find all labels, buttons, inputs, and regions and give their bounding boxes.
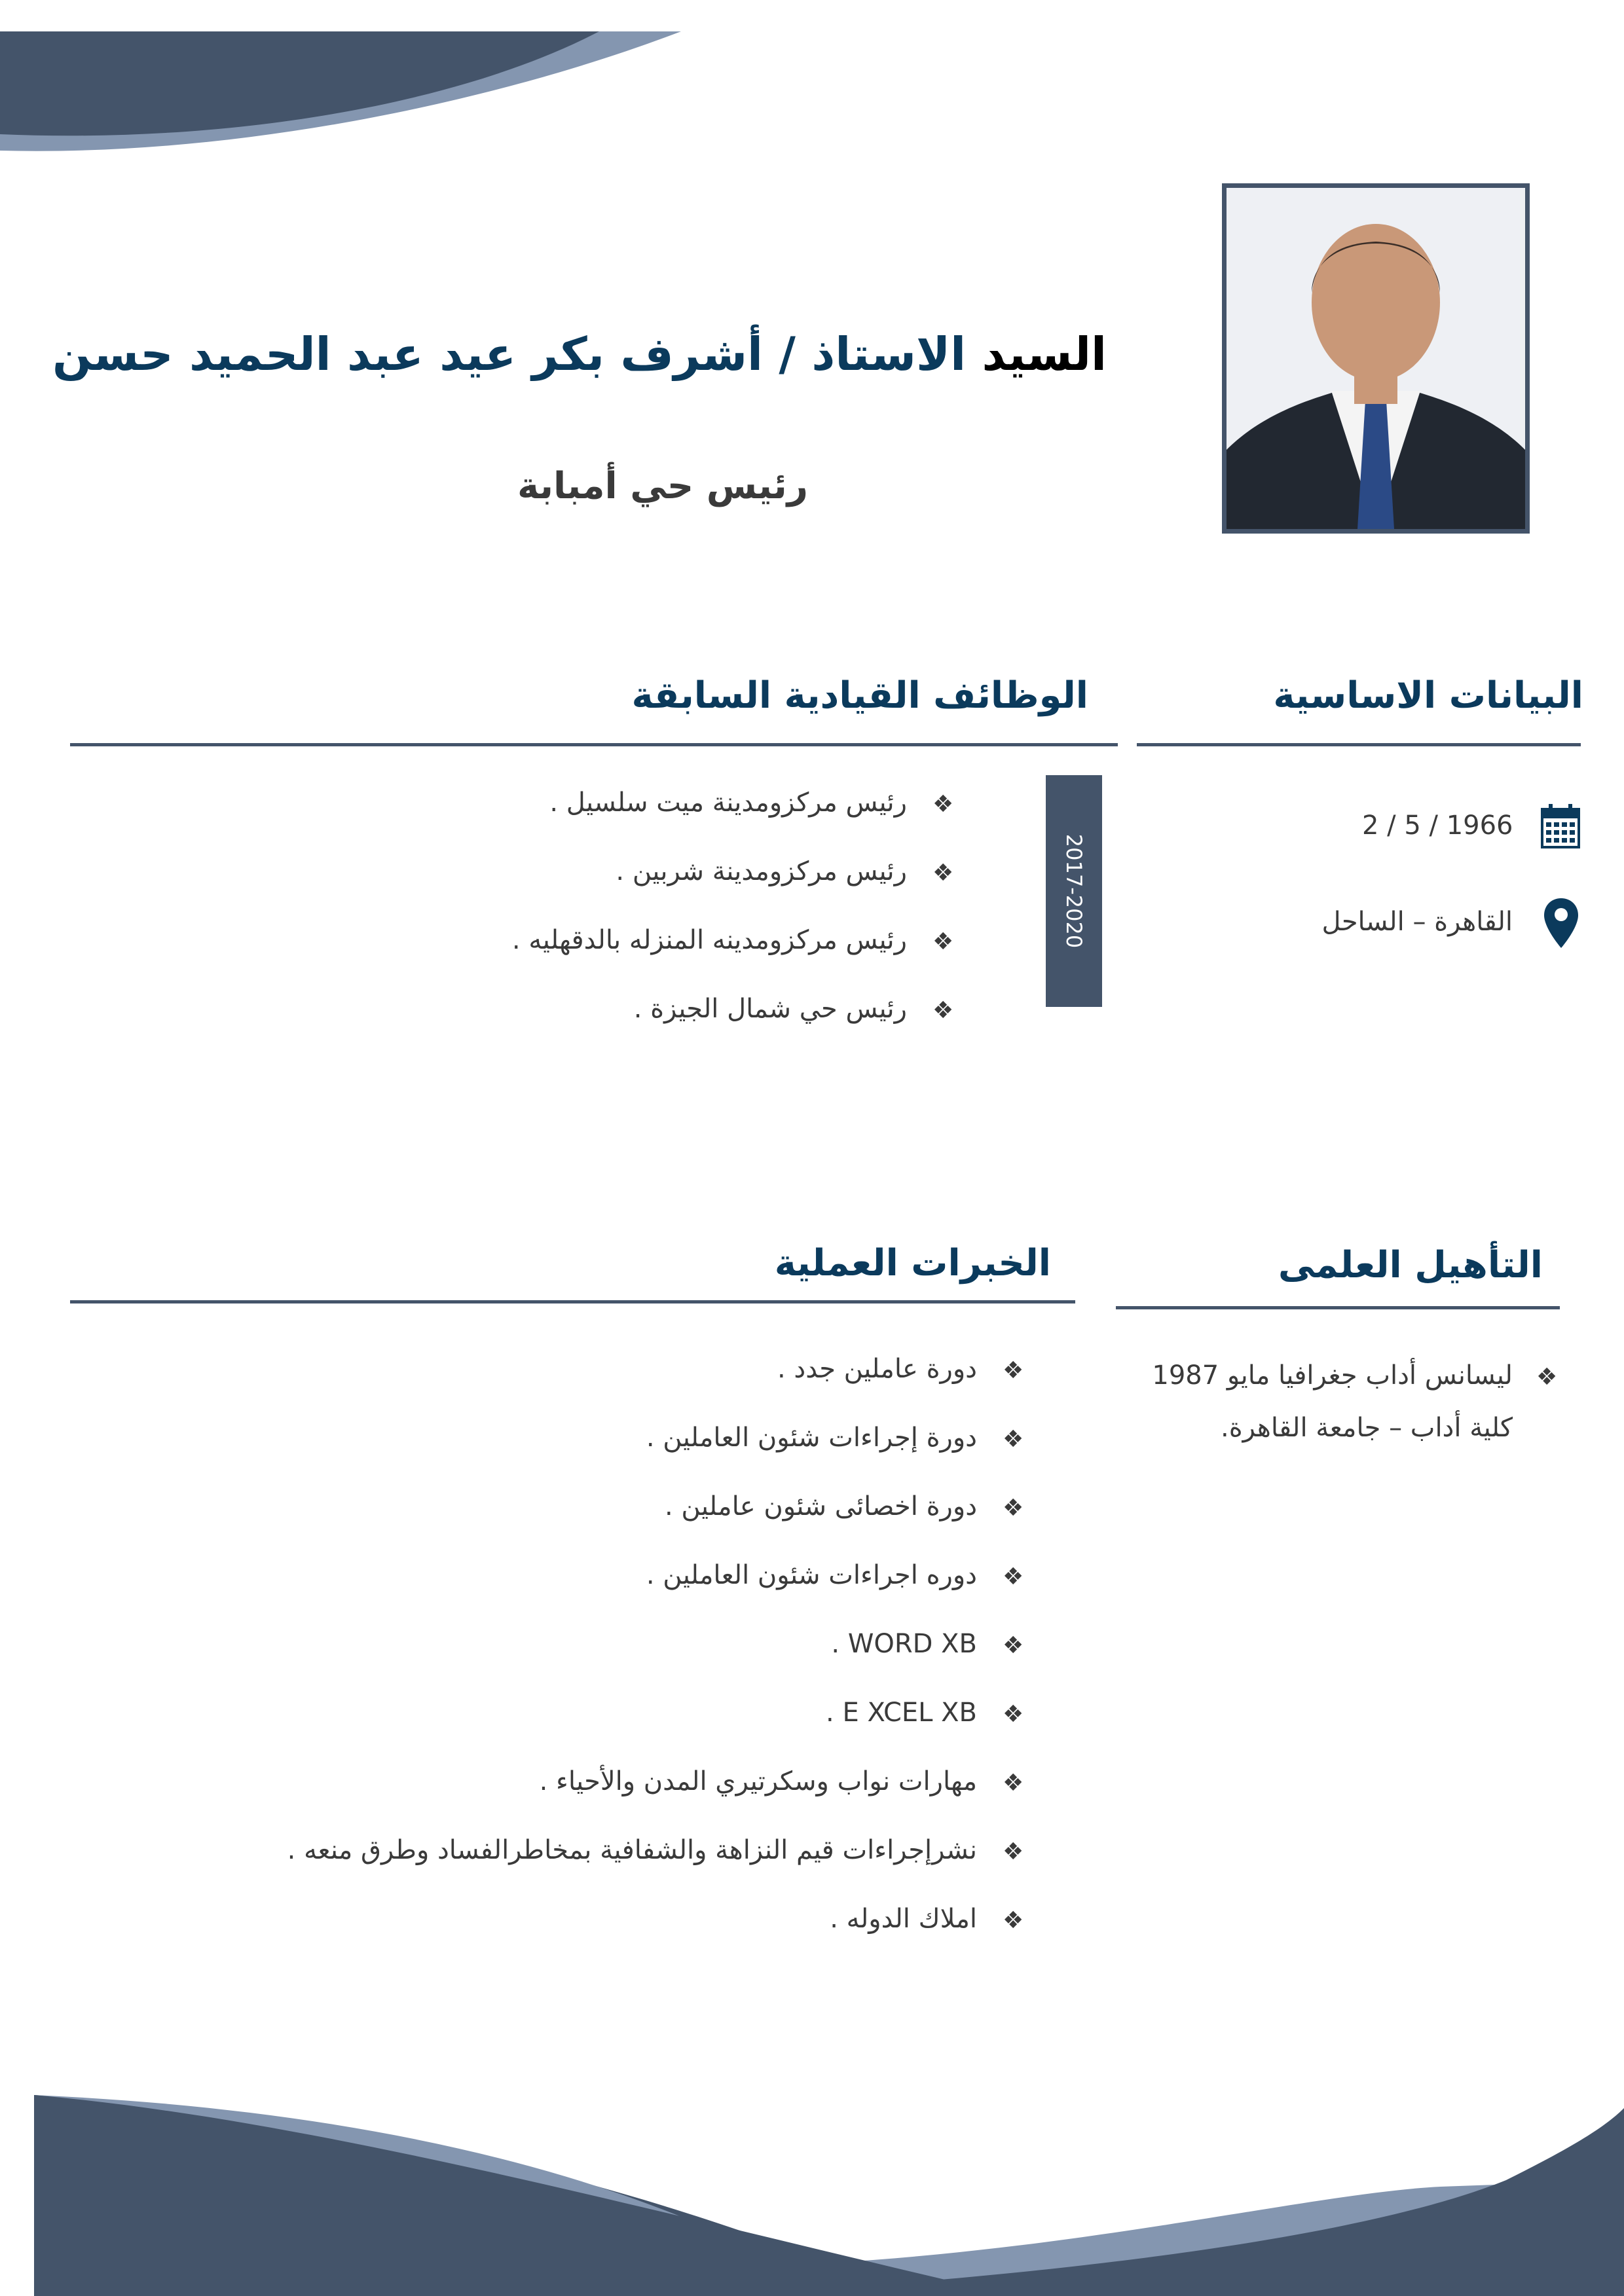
basic-info-divider <box>1137 743 1581 746</box>
honorific: السيد <box>982 327 1107 381</box>
period-text: 2017-2020 <box>1061 833 1086 949</box>
bullet-icon: ❖ <box>1536 1364 1558 1391</box>
bullet-icon: ❖ <box>1003 1907 1024 1934</box>
experience-item: مهارات نواب وسكرتيري المدن والأحياء . <box>539 1766 977 1796</box>
experience-title: الخبرات العملية <box>774 1242 1051 1285</box>
birth-date: 2 / 5 / 1966 <box>1362 811 1513 841</box>
bullet-icon: ❖ <box>1003 1426 1024 1453</box>
basic-info-title: البيانات الاساسية <box>1273 674 1583 717</box>
experience-divider <box>70 1300 1075 1303</box>
bottom-wave-decoration <box>0 2069 1624 2296</box>
experience-item: E XCEL XB . <box>826 1698 977 1728</box>
experience-item: دوره اجراءات شئون العاملين . <box>646 1560 977 1590</box>
education-line-1: ليسانس أداب جغرافيا مايو 1987 <box>1152 1360 1513 1391</box>
education-title: التأهيل العلمى <box>1278 1244 1543 1286</box>
position-item: رئيس مركزومدينه المنزله بالدقهليه . <box>511 925 907 955</box>
bullet-icon: ❖ <box>1003 1701 1024 1728</box>
experience-item: دورة اخصائى شئون عاملين . <box>664 1491 977 1522</box>
education-divider <box>1116 1306 1560 1309</box>
position-item: رئيس مركزومدينة ميت سلسيل . <box>549 788 907 818</box>
bullet-icon: ❖ <box>932 860 954 886</box>
education-line-2: كلية أداب – جامعة القاهرة. <box>1221 1413 1513 1443</box>
bullet-icon: ❖ <box>932 791 954 818</box>
previous-positions-title: الوظائف القيادية السابقة <box>631 674 1088 717</box>
position-item: رئيس مركزومدينة شربين . <box>616 856 907 886</box>
map-pin-icon <box>1543 897 1579 949</box>
job-title: رئيس حي أمبابة <box>517 465 809 507</box>
experience-item: WORD XB . <box>831 1629 977 1659</box>
bullet-icon: ❖ <box>1003 1632 1024 1659</box>
location-text: القاهرة – الساحل <box>1321 907 1513 937</box>
profile-photo <box>1222 183 1530 534</box>
person-name <box>52 327 1107 381</box>
bullet-icon: ❖ <box>1003 1563 1024 1590</box>
period-badge <box>1046 775 1102 1007</box>
top-wave-decoration <box>0 0 1624 170</box>
calendar-icon <box>1541 803 1580 848</box>
bullet-icon: ❖ <box>1003 1357 1024 1384</box>
experience-item: املاك الدوله . <box>830 1904 977 1934</box>
experience-item: دورة إجراءات شئون العاملين . <box>646 1423 977 1453</box>
previous-positions-divider <box>70 743 1118 746</box>
position-item: رئيس حي شمال الجيزة . <box>633 994 907 1024</box>
bullet-icon: ❖ <box>1003 1495 1024 1522</box>
bullet-icon: ❖ <box>1003 1838 1024 1865</box>
experience-item: نشرإجراءات قيم النزاهة والشفافية بمخاطرالفساد وطرق منعه . <box>287 1835 977 1865</box>
bullet-icon: ❖ <box>1003 1770 1024 1796</box>
full-name: الاستاذ / أشرف بكر عيد عبد الحميد حسن <box>52 327 967 381</box>
experience-item: دورة عاملين جدد . <box>777 1354 977 1384</box>
bullet-icon: ❖ <box>932 997 954 1024</box>
bullet-icon: ❖ <box>932 928 954 955</box>
